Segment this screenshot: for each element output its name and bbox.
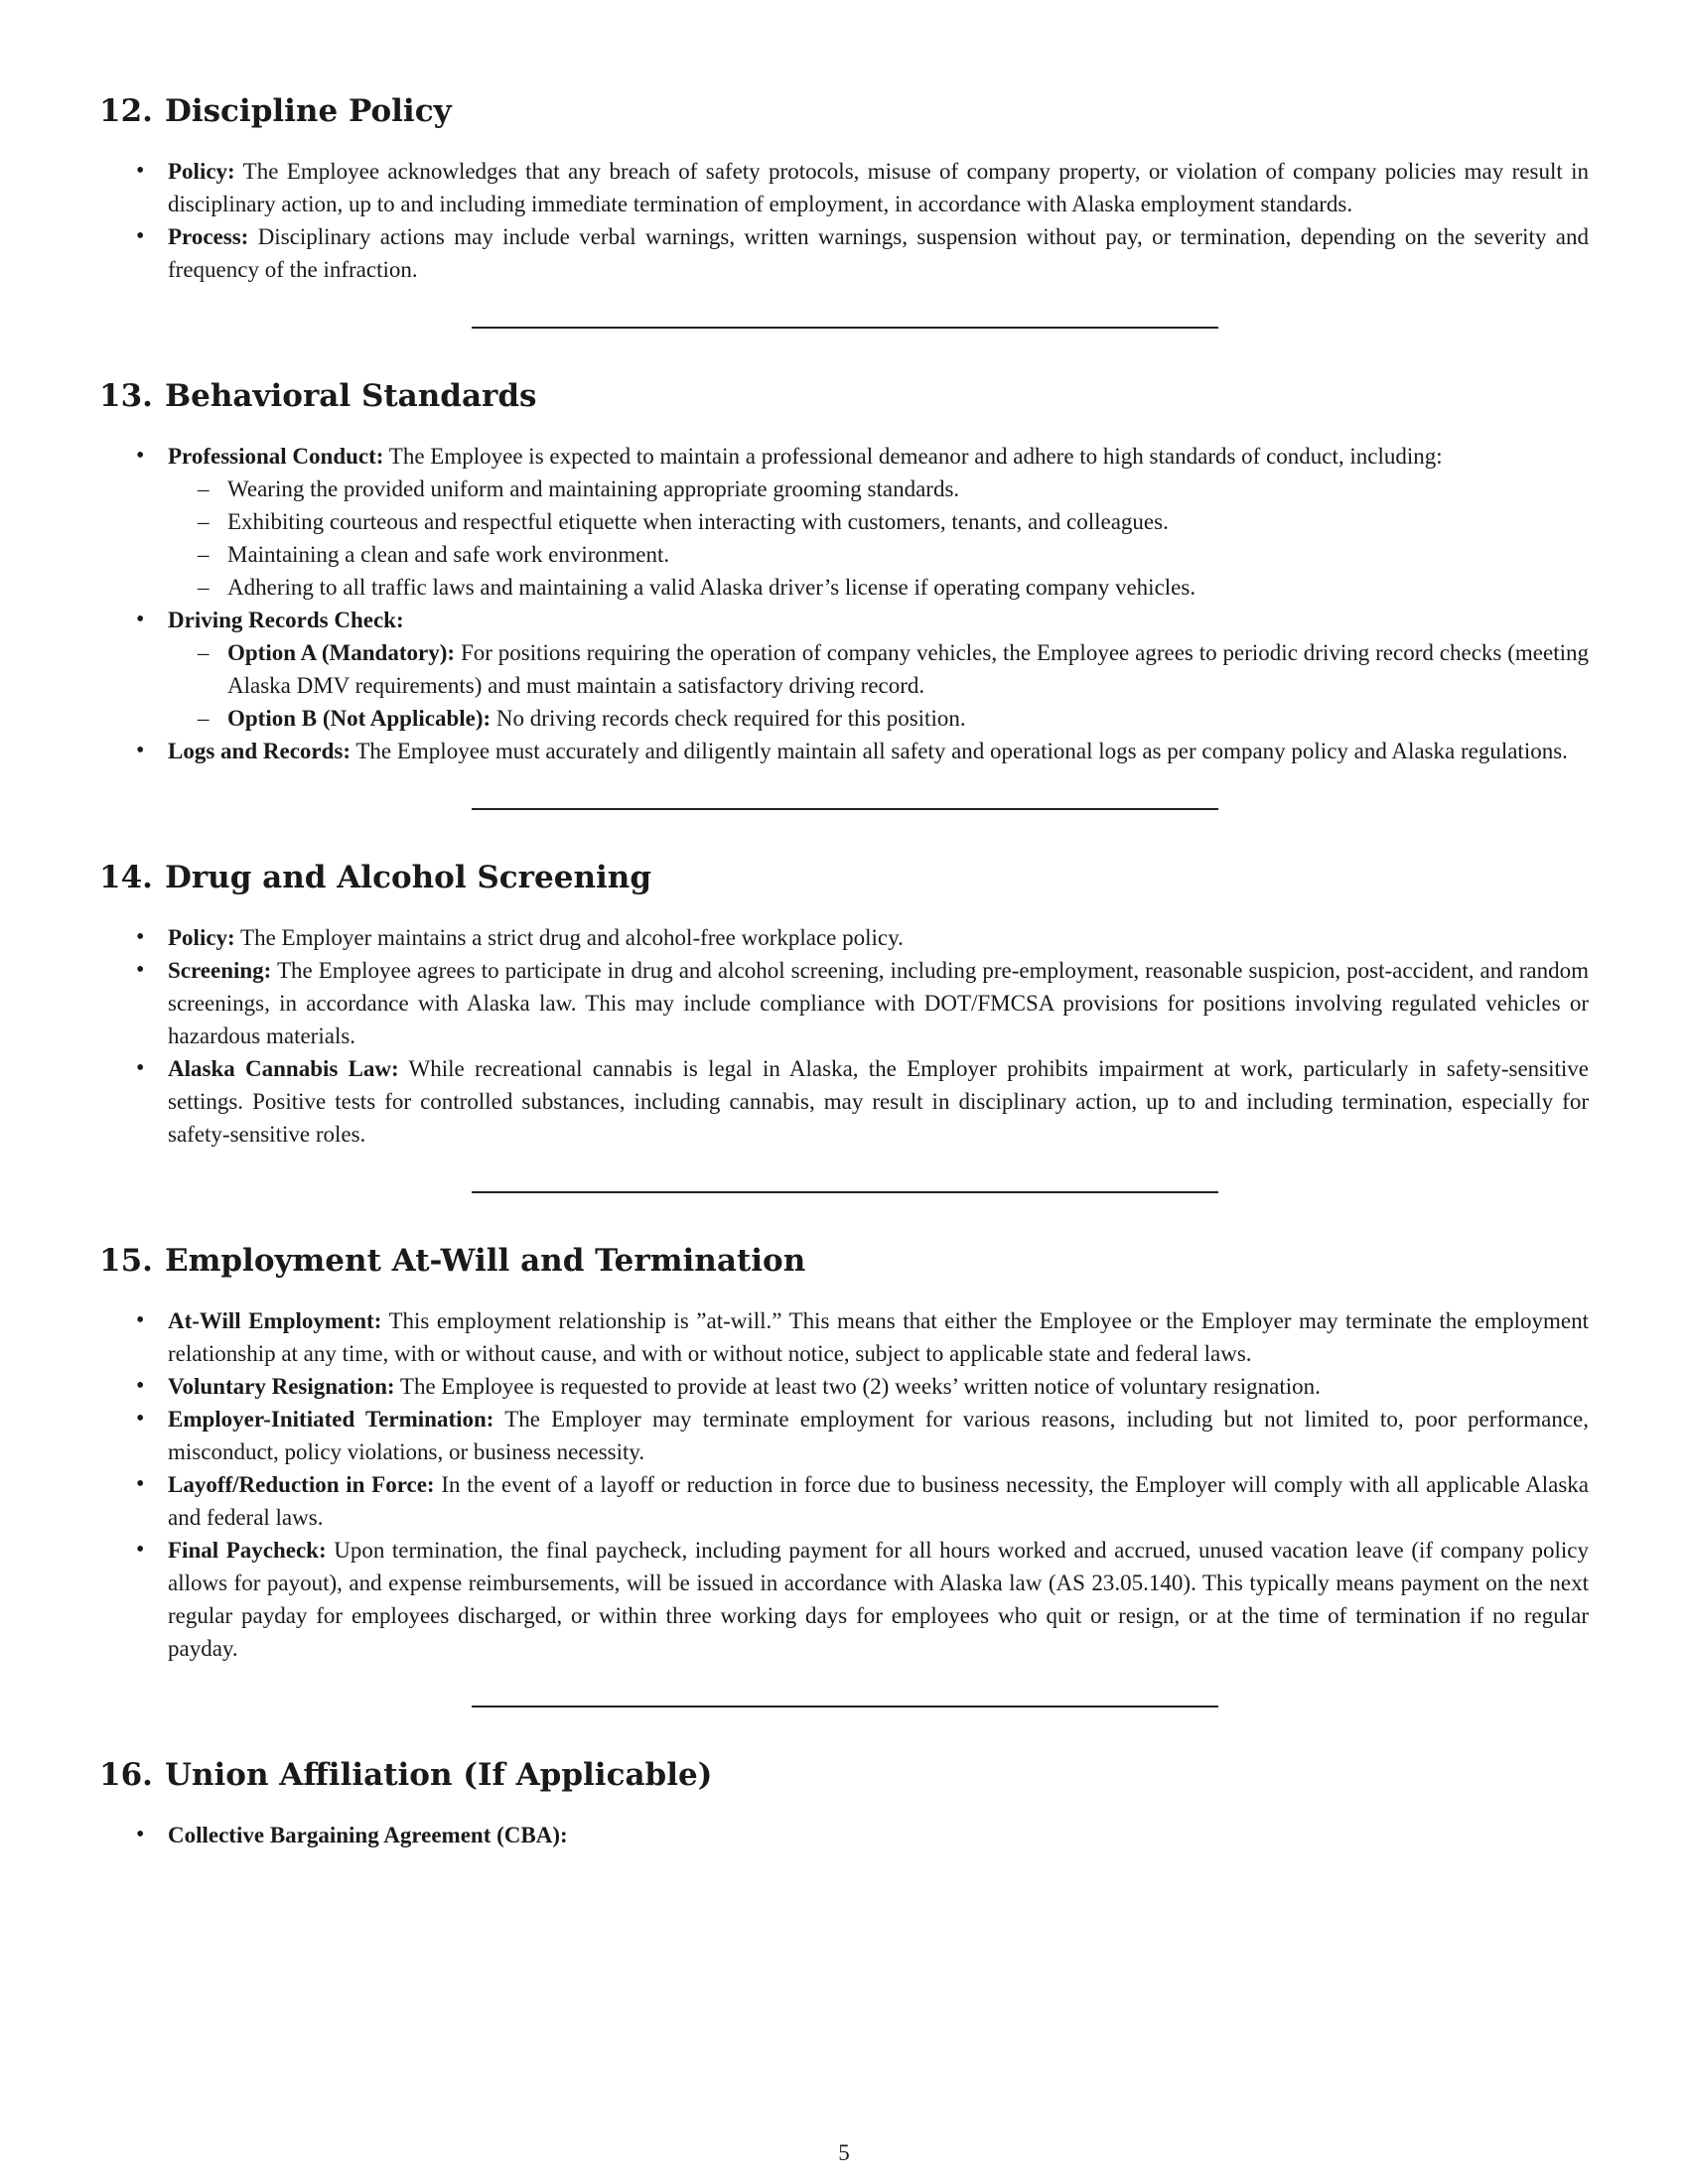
item-label: Final Paycheck: xyxy=(168,1538,327,1563)
list-item xyxy=(99,604,1589,735)
list-item xyxy=(99,440,1589,604)
section-heading xyxy=(99,376,1589,416)
sub-item-text: Exhibiting courteous and respectful etiquette when interacting with customers, tenants, and colleagues. xyxy=(227,509,1169,534)
section-divider xyxy=(472,1706,1218,1707)
sub-list-item xyxy=(168,702,1589,735)
sub-item-label: Option B (Not Applicable): xyxy=(227,706,492,731)
item-label: Voluntary Resignation: xyxy=(168,1374,395,1399)
section-divider xyxy=(472,808,1218,810)
bullet-list xyxy=(99,921,1589,1151)
section-heading xyxy=(99,1755,1589,1795)
list-item xyxy=(99,1052,1589,1151)
section-number: 14. xyxy=(99,860,153,895)
sub-item-label: Option A (Mandatory): xyxy=(227,640,456,665)
list-item xyxy=(99,735,1589,767)
item-text: The Employee agrees to participate in drug and alcohol screening, including pre-employment, reasonable suspicion, post-accident, and random screenings, in accordance with Alaska law. This may include compliance with DOT/FMCSA provisions for positions involving regulated vehicles or hazardous materials. xyxy=(168,958,1589,1048)
sub-item-text: For positions requiring the operation of company vehicles, the Employee agrees to periodic driving record checks (meeting Alaska DMV requirements) and must maintain a satisfactory driving record. xyxy=(227,640,1590,698)
section-number: 12. xyxy=(99,93,153,129)
item-label: Logs and Records: xyxy=(168,739,352,763)
section-title: Behavioral Standards xyxy=(164,378,537,414)
sub-list-item xyxy=(168,636,1589,702)
list-item xyxy=(99,1403,1589,1468)
sub-item-text: Adhering to all traffic laws and maintaining a valid Alaska driver’s license if operating company vehicles. xyxy=(227,575,1196,600)
sub-item-text: No driving records check required for this position. xyxy=(495,706,966,731)
list-item xyxy=(99,155,1589,220)
section-number: 16. xyxy=(99,1757,153,1793)
sub-list-item xyxy=(168,538,1589,571)
sub-item-text: Maintaining a clean and safe work environment. xyxy=(227,542,670,567)
section-drug-alcohol-screening xyxy=(99,858,1589,1151)
section-number: 13. xyxy=(99,378,153,414)
item-text: In the event of a layoff or reduction in force due to business necessity, the Employer will comply with all applicable Alaska and federal laws. xyxy=(168,1472,1589,1530)
section-heading xyxy=(99,91,1589,131)
item-label: Alaska Cannabis Law: xyxy=(168,1056,399,1081)
item-label: Collective Bargaining Agreement (CBA): xyxy=(168,1823,568,1847)
item-text: Disciplinary actions may include verbal warnings, written warnings, suspension without pay, or termination, depending on the severity and frequency of the infraction. xyxy=(168,224,1590,282)
item-label: Process: xyxy=(168,224,249,249)
sub-list-item xyxy=(168,571,1589,604)
section-heading xyxy=(99,1241,1589,1281)
bullet-list xyxy=(99,155,1589,286)
section-behavioral-standards xyxy=(99,376,1589,767)
list-item xyxy=(99,1370,1589,1403)
item-label: Layoff/Reduction in Force: xyxy=(168,1472,435,1497)
section-title: Union Affiliation (If Applicable) xyxy=(164,1757,713,1793)
item-text: The Employer may terminate employment for various reasons, including but not limited to, poor performance, misconduct, policy violations, or business necessity. xyxy=(168,1407,1589,1464)
item-text: Upon termination, the final paycheck, including payment for all hours worked and accrued, unused vacation leave (if company policy allows for payout), and expense reimbursements, will be issued in accordance with Alaska law (AS 23.05.140). This typically means payment on the next regular payday for employees discharged, or within three working days for employees who quit or resign, or at the time of termination if no regular payday. xyxy=(168,1538,1589,1661)
item-text: The Employer maintains a strict drug and alcohol-free workplace policy. xyxy=(240,925,904,950)
section-title: Discipline Policy xyxy=(164,93,452,129)
item-label: Policy: xyxy=(168,925,235,950)
item-label: At-Will Employment: xyxy=(168,1308,382,1333)
section-title: Employment At-Will and Termination xyxy=(164,1243,806,1279)
sub-list-item xyxy=(168,473,1589,505)
list-item xyxy=(99,220,1589,286)
section-title: Drug and Alcohol Screening xyxy=(164,860,651,895)
page-number: 5 xyxy=(838,2140,850,2165)
item-label: Screening: xyxy=(168,958,272,983)
section-discipline-policy xyxy=(99,91,1589,286)
item-label: Driving Records Check: xyxy=(168,608,404,632)
item-label: Professional Conduct: xyxy=(168,444,384,469)
list-item xyxy=(99,1819,1589,1851)
list-item xyxy=(99,954,1589,1052)
item-text: The Employee must accurately and diligently maintain all safety and operational logs as per company policy and Alaska regulations. xyxy=(355,739,1568,763)
section-heading xyxy=(99,858,1589,897)
sub-list xyxy=(168,473,1589,604)
sub-item-text: Wearing the provided uniform and maintaining appropriate grooming standards. xyxy=(227,477,960,501)
list-item xyxy=(99,1468,1589,1534)
item-label: Employer-Initiated Termination: xyxy=(168,1407,494,1432)
list-item xyxy=(99,1304,1589,1370)
section-divider xyxy=(472,327,1218,329)
item-text: While recreational cannabis is legal in Alaska, the Employer prohibits impairment at work, particularly in safety-sensitive settings. Positive tests for controlled substances, including cannabis, may result in disciplinary action, up to and including termination, especially for safety-sensitive roles. xyxy=(168,1056,1589,1147)
section-divider xyxy=(472,1191,1218,1193)
item-label: Policy: xyxy=(168,159,235,184)
bullet-list xyxy=(99,1819,1589,1851)
sub-list-item xyxy=(168,505,1589,538)
section-union-affiliation xyxy=(99,1755,1589,1851)
document-content xyxy=(99,91,1589,1851)
item-text: The Employee is expected to maintain a professional demeanor and adhere to high standards of conduct, including: xyxy=(388,444,1443,469)
list-item xyxy=(99,921,1589,954)
item-text: This employment relationship is ”at-will.” This means that either the Employee or the Employer may terminate the employment relationship at any time, with or without cause, and with or without notice, subject to applicable state and federal laws. xyxy=(168,1308,1589,1366)
section-employment-at-will xyxy=(99,1241,1589,1665)
sub-list xyxy=(168,636,1589,735)
list-item xyxy=(99,1534,1589,1665)
item-text: The Employee is requested to provide at least two (2) weeks’ written notice of voluntary resignation. xyxy=(399,1374,1321,1399)
item-text: The Employee acknowledges that any breach of safety protocols, misuse of company property, or violation of company policies may result in disciplinary action, up to and including immediate termination of employment, in accordance with Alaska employment standards. xyxy=(168,159,1589,216)
bullet-list xyxy=(99,1304,1589,1665)
bullet-list xyxy=(99,440,1589,767)
section-number: 15. xyxy=(99,1243,153,1279)
